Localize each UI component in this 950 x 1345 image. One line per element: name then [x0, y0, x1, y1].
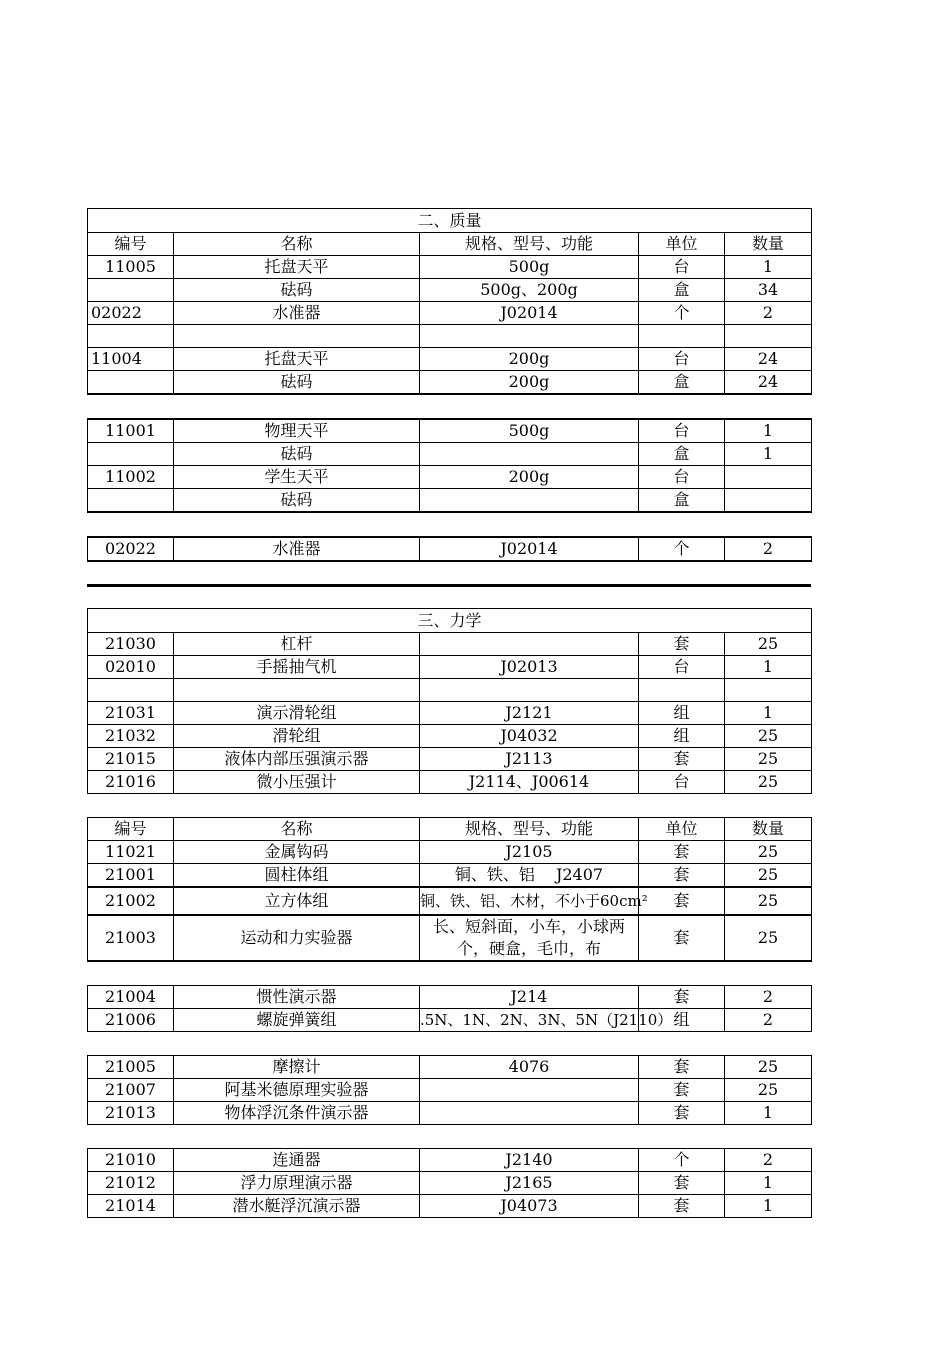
cell: 水准器	[174, 537, 420, 561]
cell: 铜、铁、铝 J2407	[420, 864, 639, 888]
mechanics-table-4	[87, 1055, 812, 1125]
section-title-mechanics: 三、力学	[88, 609, 812, 633]
table-row	[88, 443, 812, 466]
cell: 25	[725, 771, 812, 794]
cell: 组	[639, 1009, 725, 1032]
cell: 2	[725, 1149, 812, 1172]
cell: 25	[725, 725, 812, 748]
cell: 手摇抽气机	[174, 656, 420, 679]
cell: 物理天平	[174, 419, 420, 443]
cell: 运动和力实验器	[174, 915, 420, 961]
cell: 21013	[88, 1102, 174, 1125]
cell: J2105	[420, 841, 639, 864]
cell	[420, 1102, 639, 1125]
cell: 1	[725, 256, 812, 279]
cell: 24	[725, 348, 812, 371]
cell: 台	[639, 771, 725, 794]
cell: 砝码	[174, 443, 420, 466]
cell: 微小压强计	[174, 771, 420, 794]
cell: 2	[725, 986, 812, 1009]
cell	[88, 489, 174, 513]
cell: 1	[725, 443, 812, 466]
cell: 25	[725, 841, 812, 864]
cell: 圆柱体组	[174, 864, 420, 888]
cell	[88, 679, 174, 702]
table-row	[88, 348, 812, 371]
cell: J04032	[420, 725, 639, 748]
header-cell: 名称	[174, 818, 420, 841]
cell: 套	[639, 1079, 725, 1102]
mass-table-2	[87, 418, 812, 513]
cell: 台	[639, 256, 725, 279]
cell: 水准器	[174, 302, 420, 325]
cell	[725, 489, 812, 513]
table-row	[88, 679, 812, 702]
cell: 套	[639, 633, 725, 656]
table-row	[88, 915, 812, 961]
cell: 21004	[88, 986, 174, 1009]
cell: 11002	[88, 466, 174, 489]
header-cell: 单位	[639, 233, 725, 256]
cell: 21007	[88, 1079, 174, 1102]
cell: 21012	[88, 1172, 174, 1195]
cell: J02013	[420, 656, 639, 679]
table-row	[88, 466, 812, 489]
cell	[420, 679, 639, 702]
cell	[725, 679, 812, 702]
cell	[420, 325, 639, 348]
spreadsheet-sheet	[87, 208, 811, 1218]
cell: 1	[725, 419, 812, 443]
cell: 立方体组	[174, 887, 420, 915]
cell: 1	[725, 656, 812, 679]
mass-table-3	[87, 536, 812, 562]
cell: 21010	[88, 1149, 174, 1172]
table-row	[88, 1172, 812, 1195]
cell: 25	[725, 864, 812, 888]
cell: 25	[725, 1056, 812, 1079]
cell	[174, 679, 420, 702]
cell	[639, 679, 725, 702]
header-cell: 单位	[639, 818, 725, 841]
cell: 潜水艇浮沉演示器	[174, 1195, 420, 1218]
cell: J02014	[420, 537, 639, 561]
cell: 螺旋弹簧组	[174, 1009, 420, 1032]
cell: 演示滑轮组	[174, 702, 420, 725]
cell: 杠杆	[174, 633, 420, 656]
cell: 组	[639, 725, 725, 748]
table-row	[88, 1102, 812, 1125]
cell: 1	[725, 702, 812, 725]
cell	[725, 325, 812, 348]
cell	[88, 279, 174, 302]
cell: 500g、200g	[420, 279, 639, 302]
cell: 盒	[639, 489, 725, 513]
cell: J2121	[420, 702, 639, 725]
section-title-mass: 二、质量	[88, 209, 812, 233]
cell: 25	[725, 633, 812, 656]
cell: J2114、J00614	[420, 771, 639, 794]
cell: 套	[639, 887, 725, 915]
cell: 21016	[88, 771, 174, 794]
cell	[725, 466, 812, 489]
cell: J2113	[420, 748, 639, 771]
table-row	[88, 371, 812, 395]
cell: 金属钩码	[174, 841, 420, 864]
cell	[639, 325, 725, 348]
header-cell: 数量	[725, 233, 812, 256]
table-row	[88, 725, 812, 748]
table-row	[88, 1009, 812, 1032]
cell: 套	[639, 1056, 725, 1079]
cell: 个	[639, 537, 725, 561]
cell: 套	[639, 1172, 725, 1195]
cell	[88, 325, 174, 348]
cell: 托盘天平	[174, 348, 420, 371]
cell: J02014	[420, 302, 639, 325]
cell: 1	[725, 1102, 812, 1125]
table-row	[88, 633, 812, 656]
cell: 盒	[639, 443, 725, 466]
cell: 2	[725, 537, 812, 561]
header-cell: 数量	[725, 818, 812, 841]
cell: 21006	[88, 1009, 174, 1032]
cell: J2140	[420, 1149, 639, 1172]
cell: 11021	[88, 841, 174, 864]
cell: 200g	[420, 371, 639, 395]
cell: 4076	[420, 1056, 639, 1079]
cell: 21014	[88, 1195, 174, 1218]
cell	[420, 443, 639, 466]
cell: 25	[725, 748, 812, 771]
cell: 11005	[88, 256, 174, 279]
cell: 套	[639, 915, 725, 961]
table-row	[88, 986, 812, 1009]
cell: 盒	[639, 279, 725, 302]
cell: 02022	[88, 302, 174, 325]
cell: 24	[725, 371, 812, 395]
header-row	[88, 818, 812, 841]
table-row	[88, 302, 812, 325]
table-row	[88, 1056, 812, 1079]
cell: 套	[639, 841, 725, 864]
cell: 台	[639, 656, 725, 679]
cell: 台	[639, 466, 725, 489]
header-cell: 名称	[174, 233, 420, 256]
table-row	[88, 864, 812, 888]
header-cell: 规格、型号、功能	[420, 233, 639, 256]
cell: 500g	[420, 419, 639, 443]
table-row	[88, 419, 812, 443]
header-cell: 编号	[88, 818, 174, 841]
mechanics-table	[87, 608, 812, 794]
cell: 套	[639, 748, 725, 771]
cell: 砝码	[174, 279, 420, 302]
cell: .5N、1N、2N、3N、5N（J2110）	[420, 1009, 639, 1032]
cell: 砝码	[174, 489, 420, 513]
cell	[420, 489, 639, 513]
table-row	[88, 841, 812, 864]
cell: 1	[725, 1172, 812, 1195]
table-row	[88, 489, 812, 513]
cell: 02022	[88, 537, 174, 561]
cell: 浮力原理演示器	[174, 1172, 420, 1195]
cell: 11004	[88, 348, 174, 371]
cell: 套	[639, 986, 725, 1009]
mass-table	[87, 208, 812, 395]
cell: 滑轮组	[174, 725, 420, 748]
table-row	[88, 748, 812, 771]
cell: 台	[639, 419, 725, 443]
cell: 盒	[639, 371, 725, 395]
header-cell: 编号	[88, 233, 174, 256]
table-row	[88, 1195, 812, 1218]
cell: 连通器	[174, 1149, 420, 1172]
table-row	[88, 656, 812, 679]
cell: 21005	[88, 1056, 174, 1079]
cell	[88, 371, 174, 395]
cell: 25	[725, 915, 812, 961]
cell: J214	[420, 986, 639, 1009]
cell: 21001	[88, 864, 174, 888]
cell: 铜、铁、铝、木材，不小于60cm²	[420, 887, 639, 915]
cell: 500g	[420, 256, 639, 279]
cell	[420, 633, 639, 656]
cell: 砝码	[174, 371, 420, 395]
cell: 组	[639, 702, 725, 725]
cell: 学生天平	[174, 466, 420, 489]
cell: 长、短斜面，小车，小球两个，硬盒，毛巾，布	[420, 915, 639, 961]
cell: J2165	[420, 1172, 639, 1195]
cell: 200g	[420, 348, 639, 371]
table-row	[88, 1079, 812, 1102]
cell: 21003	[88, 915, 174, 961]
cell: 台	[639, 348, 725, 371]
cell: 物体浮沉条件演示器	[174, 1102, 420, 1125]
mechanics-table-5	[87, 1148, 812, 1218]
cell: 摩擦计	[174, 1056, 420, 1079]
cell: 34	[725, 279, 812, 302]
table-row	[88, 537, 812, 561]
cell: 25	[725, 887, 812, 915]
cell: 11001	[88, 419, 174, 443]
table-row	[88, 1149, 812, 1172]
cell: 21015	[88, 748, 174, 771]
cell	[88, 443, 174, 466]
cell: 托盘天平	[174, 256, 420, 279]
table-row	[88, 279, 812, 302]
cell: 2	[725, 1009, 812, 1032]
mechanics-table-3	[87, 985, 812, 1032]
table-row	[88, 325, 812, 348]
cell: J04073	[420, 1195, 639, 1218]
cell	[420, 1079, 639, 1102]
cell: 1	[725, 1195, 812, 1218]
cell: 个	[639, 302, 725, 325]
cell: 02010	[88, 656, 174, 679]
cell: 21030	[88, 633, 174, 656]
header-cell: 规格、型号、功能	[420, 818, 639, 841]
cell: 21002	[88, 887, 174, 915]
cell: 21031	[88, 702, 174, 725]
table-row	[88, 702, 812, 725]
cell: 200g	[420, 466, 639, 489]
cell: 阿基米德原理实验器	[174, 1079, 420, 1102]
cell: 个	[639, 1149, 725, 1172]
cell	[174, 325, 420, 348]
cell: 液体内部压强演示器	[174, 748, 420, 771]
header-row	[88, 233, 812, 256]
cell: 2	[725, 302, 812, 325]
table-row	[88, 771, 812, 794]
cell: 21032	[88, 725, 174, 748]
cell: 惯性演示器	[174, 986, 420, 1009]
cell: 套	[639, 1195, 725, 1218]
mechanics-table-2	[87, 817, 812, 962]
table-row	[88, 256, 812, 279]
cell: 套	[639, 1102, 725, 1125]
table-row	[88, 887, 812, 915]
cell: 套	[639, 864, 725, 888]
cell: 25	[725, 1079, 812, 1102]
